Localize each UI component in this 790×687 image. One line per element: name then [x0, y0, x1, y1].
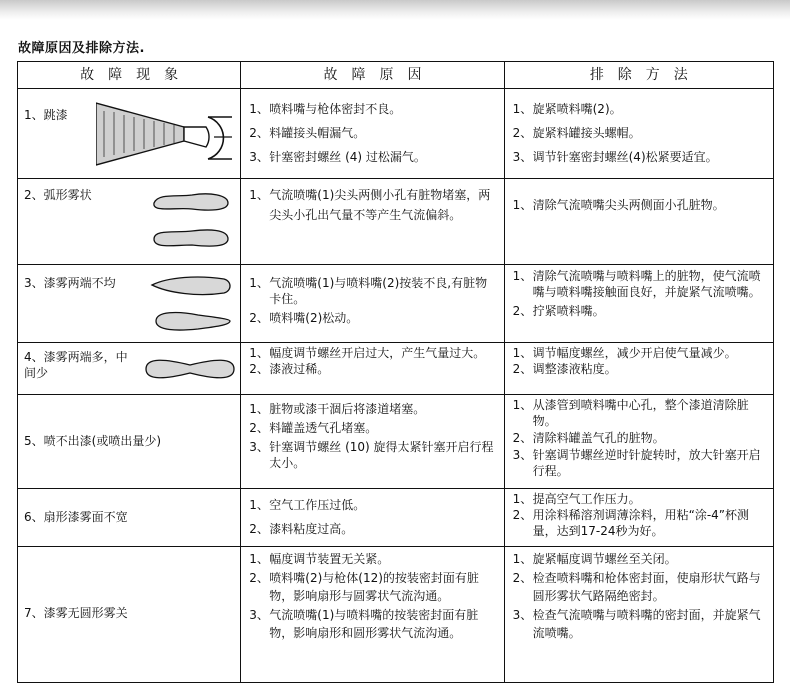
item-number: 1、: [249, 188, 269, 202]
item-number: 3、: [512, 150, 533, 164]
item-text: 调节针塞密封螺丝(4)松紧要适宜。: [532, 150, 718, 164]
list-item: [513, 361, 767, 377]
item-number: 2、: [512, 304, 533, 318]
item-text: 用涂料稀溶剂调薄涂料，用粘“涂-4”杯测量，达到17-24秒为好。: [532, 508, 750, 538]
item-number: 2、: [249, 362, 269, 376]
item-number: 1、: [512, 198, 533, 212]
list-item: [513, 491, 767, 507]
list-item: [513, 345, 767, 361]
remedy-cell: [504, 179, 773, 265]
item-text: 提高空气工作压力。: [532, 492, 641, 506]
list-item: [249, 125, 497, 141]
item-text: 旋紧喷料嘴(2)。: [532, 102, 622, 116]
list-item: [249, 439, 497, 471]
symptom-label: 6、扇形漆雾面不宽: [24, 510, 128, 524]
item-text: 从漆管到喷料嘴中心孔，整个漆道清除脏物。: [532, 398, 749, 428]
item-text: 调整漆液粘度。: [532, 362, 617, 376]
item-text: 旋紧料罐接头螺帽。: [532, 126, 641, 140]
symptom-label: 5、喷不出漆(或喷出量少): [24, 434, 161, 448]
item-text: 旋紧幅度调节螺丝至关闭。: [532, 552, 677, 566]
list-item: [249, 185, 497, 225]
symptom-cell: [18, 89, 241, 179]
cause-cell: [241, 395, 504, 489]
symptom-label: 2、弧形雾状: [24, 188, 92, 202]
item-number: 1、: [249, 276, 269, 290]
symptom-label: 3、漆雾两端不均: [24, 276, 116, 290]
symptom-label: 7、漆雾无圆形雾关: [24, 606, 128, 620]
header-symptom-label: 故 障 现 象: [80, 67, 179, 83]
table-row: [18, 489, 774, 547]
item-number: 3、: [512, 448, 533, 462]
item-text: 喷料嘴(2)与枪体(12)的按装密封面有脏物，影响扇形与圆雾状气流沟通。: [269, 571, 479, 603]
list-item: [513, 195, 767, 215]
item-number: 1、: [249, 402, 269, 416]
list-item: [249, 401, 497, 417]
item-number: 2、: [249, 421, 269, 435]
list-item: [249, 497, 497, 513]
item-number: 3、: [512, 608, 533, 622]
remedy-cell: [504, 89, 773, 179]
item-number: 1、: [512, 492, 533, 506]
remedy-cell: [504, 489, 773, 547]
uneven-spray-pattern-icon: [148, 271, 234, 337]
symptom-cell: [18, 265, 241, 343]
item-text: 拧紧喷料嘴。: [532, 304, 605, 318]
list-item: [249, 420, 497, 436]
item-text: 检查气流喷嘴与喷料嘴的密封面，并旋紧气流喷嘴。: [532, 608, 761, 640]
remedy-cell: [504, 395, 773, 489]
cause-cell: [241, 265, 504, 343]
item-number: 1、: [249, 346, 269, 360]
item-text: 气流喷嘴(1)与喷料嘴(2)按装不良,有脏物卡住。: [269, 276, 488, 306]
top-shadow-band: [0, 0, 790, 20]
item-text: 清除料罐盖气孔的脏物。: [532, 431, 665, 445]
item-number: 2、: [249, 522, 269, 536]
list-item: [513, 569, 767, 605]
header-cause-label: 故 障 原 因: [323, 67, 422, 83]
item-number: 2、: [249, 571, 269, 585]
remedy-cell: [504, 547, 773, 683]
item-number: 2、: [512, 571, 533, 585]
item-text: 幅度调节螺丝开启过大，产生气量过大。: [269, 346, 486, 360]
item-number: 3、: [249, 608, 269, 622]
table-row: [18, 343, 774, 395]
list-item: [513, 149, 767, 165]
table-row: [18, 265, 774, 343]
item-text: 漆液过稀。: [269, 362, 330, 376]
item-number: 3、: [249, 440, 269, 454]
list-item: [249, 275, 497, 307]
item-text: 喷料嘴与枪体密封不良。: [269, 102, 402, 116]
item-text: 清除气流喷嘴尖头两侧面小孔脏物。: [532, 198, 725, 212]
table-row: [18, 89, 774, 179]
list-item: [249, 310, 497, 326]
table-row: [18, 179, 774, 265]
cause-cell: [241, 179, 504, 265]
item-number: 2、: [249, 126, 269, 140]
symptom-label: 1、跳漆: [24, 108, 68, 122]
item-text: 清除气流喷嘴与喷料嘴上的脏物，使气流喷嘴与喷料嘴接触面良好，并旋紧气流喷嘴。: [532, 269, 761, 299]
item-text: 调节幅度螺丝，减少开启使气量减少。: [532, 346, 737, 360]
item-text: 气流喷嘴(1)与喷料嘴的按装密封面有脏物，影响扇形和圆形雾状气流沟通。: [269, 608, 479, 640]
list-item: [513, 268, 767, 300]
list-item: [249, 361, 497, 377]
list-item: [513, 507, 767, 539]
item-text: 喷料嘴(2)松动。: [269, 311, 359, 325]
symptom-cell: [18, 343, 241, 395]
item-number: 2、: [512, 431, 533, 445]
list-item: [513, 303, 767, 319]
item-text: 空气工作压过低。: [269, 498, 366, 512]
remedy-cell: [504, 265, 773, 343]
symptom-label: 4、漆雾两端多，中间少: [24, 350, 128, 380]
item-text: 幅度调节装置无关紧。: [269, 552, 390, 566]
list-item: [249, 345, 497, 361]
list-item: [249, 101, 497, 117]
symptom-cell: [18, 547, 241, 683]
list-item: [249, 149, 497, 165]
list-item: [249, 569, 497, 605]
item-number: 2、: [512, 508, 533, 522]
fan-spray-diagram-icon: [96, 97, 236, 171]
item-text: 料罐接头帽漏气。: [269, 126, 366, 140]
item-text: 针塞调节螺丝 (10) 旋得太紧针塞开启行程太小。: [269, 440, 494, 470]
list-item: [249, 606, 497, 642]
remedy-cell: [504, 343, 773, 395]
list-item: [513, 550, 767, 568]
list-item: [249, 521, 497, 537]
item-text: 气流喷嘴(1)尖头两侧小孔有脏物堵塞，两尖头小孔出气量不等产生气流偏斜。: [269, 188, 491, 222]
list-item: [513, 101, 767, 117]
list-item: [513, 397, 767, 429]
symptom-cell: [18, 395, 241, 489]
item-number: 1、: [512, 552, 533, 566]
item-number: 1、: [512, 398, 533, 412]
arc-spray-pattern-icon: [148, 189, 234, 255]
table-row: [18, 395, 774, 489]
item-text: 脏物或漆干涸后将漆道堵塞。: [269, 402, 426, 416]
header-symptom: [18, 62, 241, 89]
item-text: 漆料粘度过高。: [269, 522, 354, 536]
item-text: 检查喷料嘴和枪体密封面，使扇形状气路与圆形雾状气路隔绝密封。: [532, 571, 761, 603]
item-number: 1、: [249, 552, 269, 566]
item-text: 针塞调节螺丝逆时针旋转时，放大针塞开启行程。: [532, 448, 761, 478]
item-number: 1、: [512, 102, 533, 116]
item-number: 2、: [512, 126, 533, 140]
item-text: 针塞密封螺丝 (4) 过松漏气。: [269, 150, 426, 164]
page-heading: 故障原因及排除方法.: [18, 41, 145, 56]
item-number: 1、: [249, 498, 269, 512]
troubleshooting-table: [17, 61, 774, 683]
item-number: 2、: [249, 311, 269, 325]
cause-cell: [241, 547, 504, 683]
header-cause: [241, 62, 504, 89]
two-end-heavy-spray-icon: [142, 353, 238, 385]
cause-cell: [241, 89, 504, 179]
list-item: [513, 125, 767, 141]
header-remedy-label: 排 除 方 法: [589, 67, 688, 83]
list-item: [513, 447, 767, 479]
cause-cell: [241, 489, 504, 547]
symptom-cell: [18, 179, 241, 265]
item-text: 料罐盖透气孔堵塞。: [269, 421, 378, 435]
item-number: 3、: [249, 150, 269, 164]
item-number: 2、: [512, 362, 533, 376]
symptom-cell: [18, 489, 241, 547]
list-item: [513, 606, 767, 642]
list-item: [249, 550, 497, 568]
cause-cell: [241, 343, 504, 395]
table-row: [18, 547, 774, 683]
item-number: 1、: [512, 269, 533, 283]
item-number: 1、: [512, 346, 533, 360]
header-row: [18, 62, 774, 89]
item-number: 1、: [249, 102, 269, 116]
header-remedy: [504, 62, 773, 89]
list-item: [513, 430, 767, 446]
